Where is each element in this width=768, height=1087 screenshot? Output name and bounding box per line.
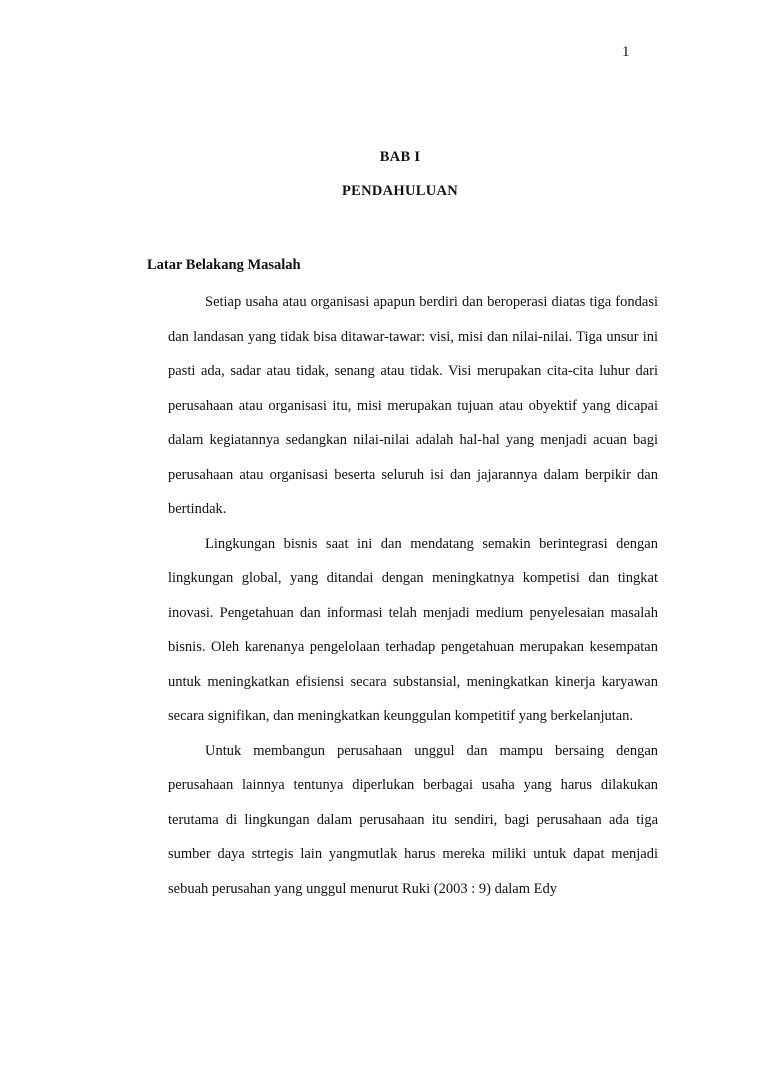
body-text bbox=[168, 285, 658, 906]
chapter-title: PENDAHULUAN bbox=[341, 183, 459, 199]
page-number: 1 bbox=[622, 44, 630, 60]
chapter-number: BAB I bbox=[379, 149, 421, 165]
section-heading: Latar Belakang Masalah bbox=[147, 257, 301, 273]
paragraph-2: Lingkungan bisnis saat ini dan mendatang semakin berintegrasi dengan lingkungan global, yang ditandai dengan meningkatnya kompetisi dan tingkat inovasi. Pengetahuan dan informasi telah menjadi medium penyelesaian masalah bisnis. Oleh karenanya pengelolaan terhadap pengetahuan merupakan kesempatan untuk meningkatkan efisiensi secara substansial, meningkatkan kinerja karyawan secara signifikan, dan meningkatkan keunggulan kompetitif yang berkelanjutan. bbox=[168, 535, 658, 724]
paragraph-1: Setiap usaha atau organisasi apapun berdiri dan beroperasi diatas tiga fondasi dan landasan yang tidak bisa ditawar-tawar: visi, misi dan nilai-nilai. Tiga unsur ini pasti ada, sadar atau tidak, senang atau tidak. Visi merupakan cita-cita luhur dari perusahaan atau organisasi itu, misi merupakan tujuan atau obyektif yang dicapai dalam kegiatannya sedangkan nilai-nilai adalah hal-hal yang menjadi acuan bagi perusahaan atau organisasi beserta seluruh isi dan jajarannya dalam berpikir dan bertindak. bbox=[168, 294, 658, 517]
paragraph-3: Untuk membangun perusahaan unggul dan mampu bersaing dengan perusahaan lainnya tentunya diperlukan berbagai usaha yang harus dilakukan terutama di lingkungan dalam perusahaan itu sendiri, bagi perusahaan ada tiga sumber daya strtegis lain yangmutlak harus mereka miliki untuk dapat menjadi sebuah perusahan yang unggul menurut Ruki (2003 : 9) dalam Edy bbox=[168, 742, 658, 897]
